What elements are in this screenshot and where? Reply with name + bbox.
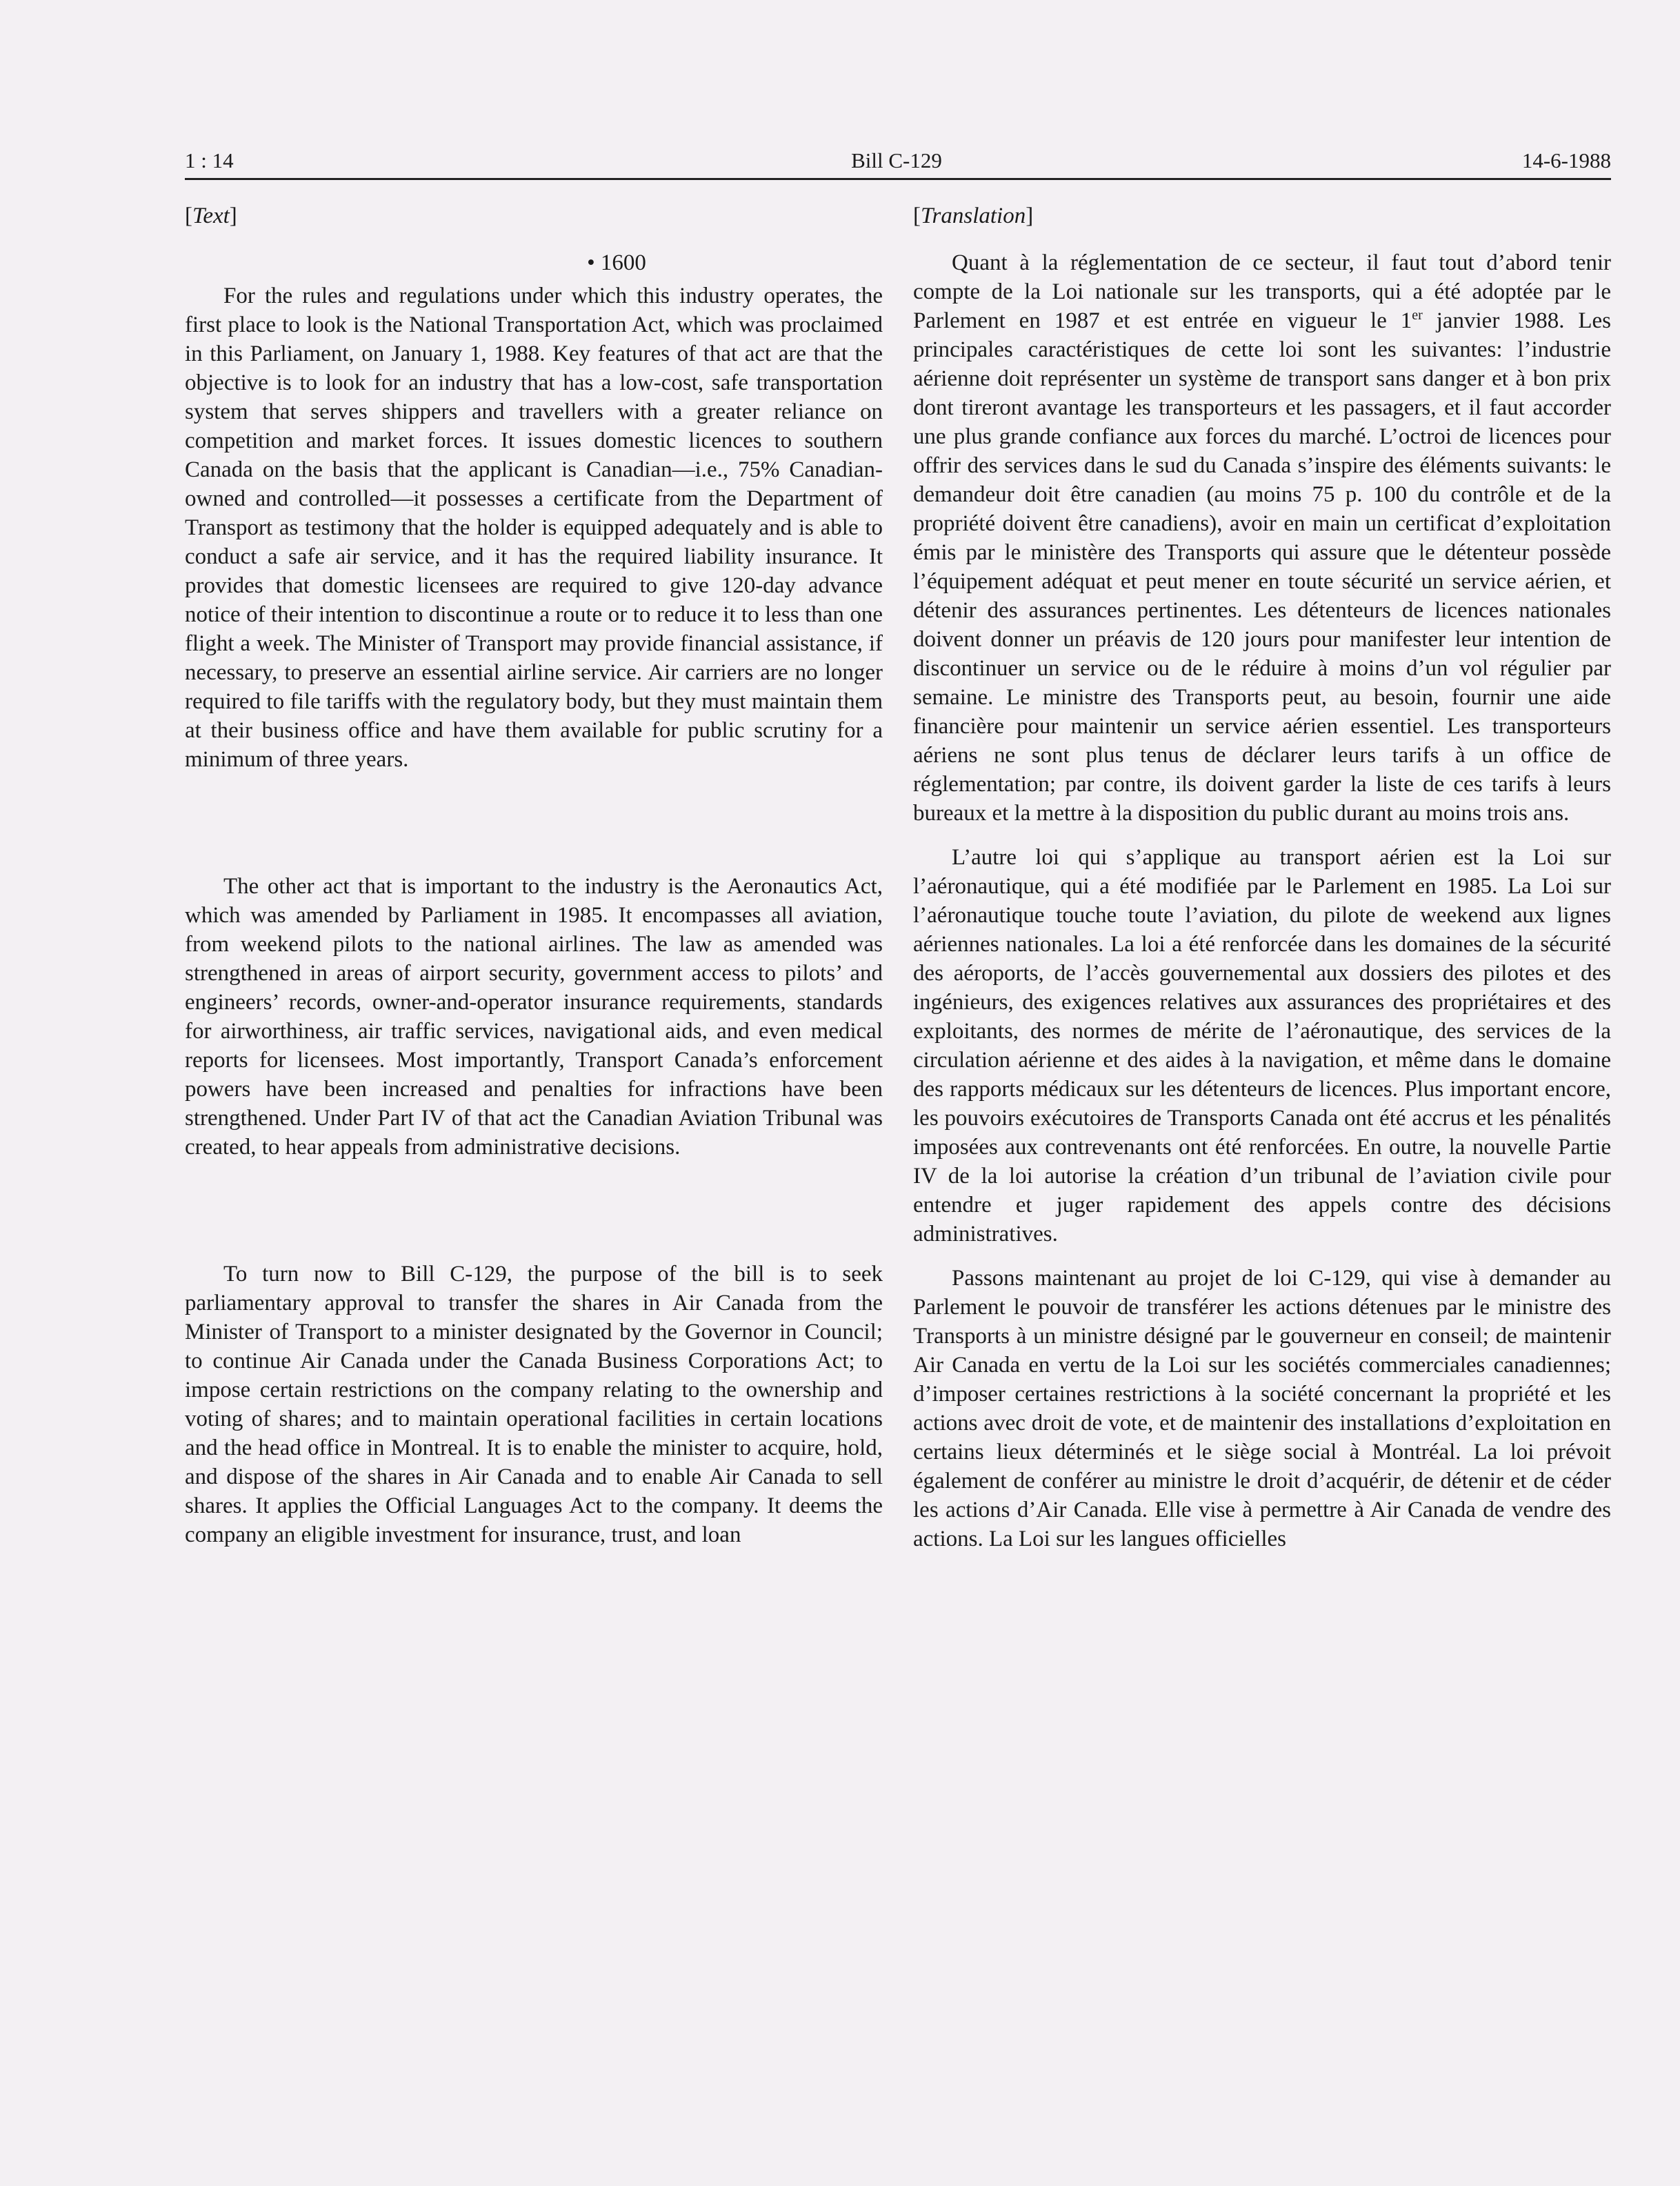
paragraph-gap	[913, 1249, 1611, 1264]
column-tag-text: [Text]	[185, 203, 237, 228]
paragraph-gap	[913, 828, 1611, 843]
header-rule	[185, 178, 1611, 180]
paragraph-gap	[185, 774, 883, 872]
paragraph-gap	[185, 1162, 883, 1260]
time-marker: • 1600	[587, 250, 646, 275]
french-paragraph-3: Passons maintenant au projet de loi C-129, qui vise à demander au Parlement le pouvoir de transférer les actions détenues par le ministre des Transports à un ministre désigné par le gouverneur en conseil; de maintenir Air Canada en vertu de la Loi sur les sociétés commerciales canadiennes; d’imposer certaines restrictions à la société concernant la propriété et les actions avec droit de vote, et de maintenir des installations d’exploitation en certains lieux déterminés et le siège social à Montréal. La loi prévoit également de conférer au ministre le droit d’acquérir, de détenir et de céder les actions d’Air Canada. Elle vise à permettre à Air Canada de vendre des actions. La Loi sur les langues officielles	[913, 1266, 1611, 1551]
page-date: 14-6-1988	[1521, 148, 1611, 172]
english-paragraph-1: For the rules and regulations under which this industry operates, the first place to look is the National Transportation Act, which was proclaimed in this Parliament, on January 1, 1988. Key features of that act are that the objective is to look for an industry that has a low-cost, safe transportation system that serves shippers and travellers with a greater reliance on competition and market forces. It issues domestic licences to southern Canada on the basis that the applicant is Canadian—i.e., 75% Canadian-owned and controlled—it possesses a certificate from the Department of Transport as testimony that the holder is equipped adequately and is able to conduct a safe air service, and it has the required liability insurance. It provides that domestic licensees are required to give 120-day advance notice of their intention to discontinue a route or to reduce it to less than one flight a week. The Minister of Transport may provide financial assistance, if necessary, to preserve an essential airline service. Air carriers are no longer required to file tariffs with the regulatory body, but they must maintain them at their business office and have them available for public scrutiny for a minimum of three years.	[185, 284, 883, 772]
english-paragraph-2: The other act that is important to the industry is the Aeronautics Act, which was amended by Parliament in 1985. It encompasses all aviation, from weekend pilots to the national airlines. The law as amended was strengthened in areas of airport security, government access to pilots’ and engineers’ records, owner-and-operator insurance requirements, standards for airworthiness, air traffic services, navigational aids, and even medical reports for licensees. Most importantly, Transport Canada’s enforcement powers have been increased and penalties for infractions have been strengthened. Under Part IV of that act the Canadian Aviation Tribunal was created, to hear appeals from administrative decisions.	[185, 874, 883, 1160]
french-column	[913, 201, 1611, 1553]
page-title: Bill C-129	[851, 148, 942, 172]
column-tag-translation: [Translation]	[913, 203, 1034, 228]
english-column	[185, 201, 883, 1549]
french-paragraph-2: L’autre loi qui s’applique au transport aérien est la Loi sur l’aéronautique, qui a été modifiée par le Parlement en 1985. La Loi sur l’aéronautique touche toute l’aviation, du pilote de weekend aux lignes aériennes nationales. La loi a été renforcée dans les domaines de la sécurité des aéroports, de l’accès gouvernemental aux dossiers des pilotes et des ingénieurs, des exigences relatives aux assurances des propriétaires et des exploitants, des normes de mérite de l’aéronautique, des services de la circulation aérienne et des aides à la navigation, et même dans le domaine des rapports médicaux sur les détenteurs de licences. Plus important encore, les pouvoirs exécutoires de Transports Canada ont été accrus et les pénalités imposées aux contrevenants ont été renforcées. En outre, la nouvelle Partie IV de la loi autorise la création d’un tribunal de l’aviation civile pour entendre et juger rapidement des appels contre des décisions administratives.	[913, 845, 1611, 1246]
page-number: 1 : 14	[185, 148, 234, 172]
french-paragraph-1: Quant à la réglementation de ce secteur, il faut tout d’abord tenir compte de la Loi nationale sur les transports, qui a été adoptée par le Parlement en 1987 et est entrée en vigueur le 1er janvier 1988. Les principales caractéristiques de cette loi sont les suivantes: l’industrie aérienne doit représenter un système de transport sans danger et à bon prix dont tireront avantage les transporteurs et les passagers, et il faut accorder une plus grande confiance aux forces du marché. L’octroi de licences pour offrir des services dans le sud du Canada s’inspire des éléments suivants: le demandeur doit être canadien (au moins 75 p. 100 du contrôle et de la propriété doivent être canadiens), avoir en main un certificat d’exploitation émis par le ministère des Transports qui assure que le détenteur possède l’équipement adéquat et peut mener en toute sécurité un service aérien, et détenir des assurances pertinentes. Les détenteurs de licences nationales doivent donner un préavis de 120 jours pour manifester leur intention de discontinuer un service ou de le réduire à moins d’un vol régulier par semaine. Le ministre des Transports peut, au besoin, fournir une aide financière pour maintenir un service aérien essentiel. Les transporteurs aériens ne sont plus tenus de déclarer leurs tarifs à un office de réglementation; par contre, ils doivent garder la liste de ces tarifs à leurs bureaux et la mettre à la disposition du public durant au moins trois ans.	[913, 250, 1611, 826]
english-paragraph-3: To turn now to Bill C-129, the purpose of the bill is to seek parliamentary approval to transfer the shares in Air Canada from the Minister of Transport to a minister designated by the Governor in Council; to continue Air Canada under the Canada Business Corporations Act; to impose certain restrictions on the company relating to the ownership and voting of shares; and to maintain operational facilities in certain locations and the head office in Montreal. It is to enable the minister to acquire, hold, and dispose of the shares in Air Canada and to enable Air Canada to sell shares. It applies the Official Languages Act to the company. It deems the company an eligible investment for insurance, trust, and loan	[185, 1262, 883, 1547]
